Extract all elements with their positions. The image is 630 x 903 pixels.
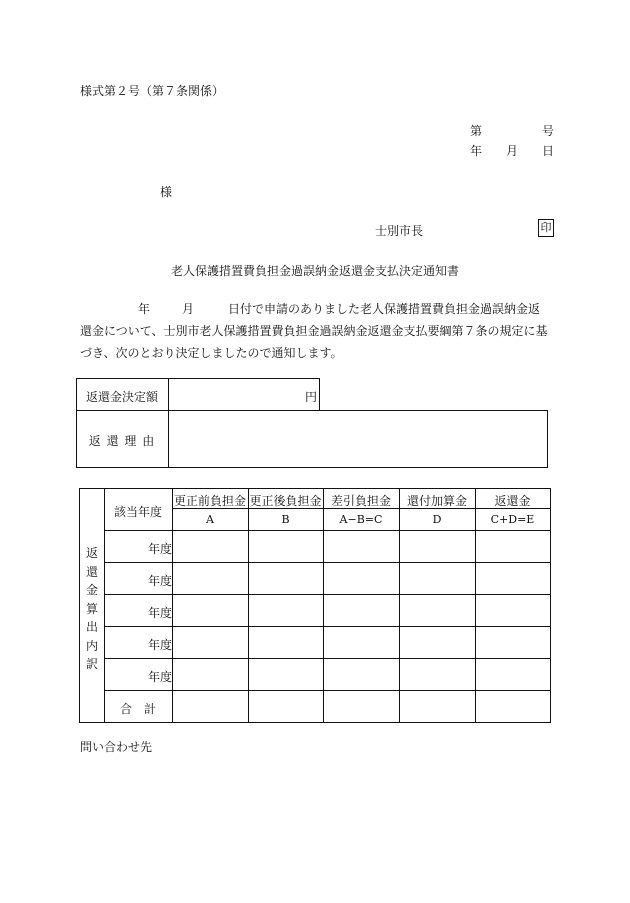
document-title: 老人保護措置費負担金過誤納金返還金支払決定通知書 [170, 264, 459, 278]
column-header-code: D [432, 513, 442, 526]
year-header: 該当年度 [113, 505, 162, 519]
body-year-label: 年 [138, 302, 151, 316]
calc-side-label: 返 還 金 算 出 内 訳 [85, 546, 98, 671]
document-number-suffix: 号 [542, 124, 555, 138]
column-header-name: 返還金 [494, 494, 531, 508]
date-month-label: 月 [506, 144, 519, 158]
year-row-label: 年度 [148, 670, 173, 684]
seal-box: 印 [538, 219, 554, 237]
decision-amount-label: 返還金決定額 [85, 390, 158, 404]
year-row-label: 年度 [148, 574, 173, 588]
return-reason-label: 返 還 理 由 [88, 434, 156, 448]
column-header-name: 還付加算金 [406, 494, 467, 508]
column-header-code: B [281, 513, 290, 526]
body-paragraph [80, 298, 552, 364]
column-header-name: 差引負担金 [330, 494, 391, 508]
column-header-code: A [206, 513, 214, 526]
column-header-code: C+D=E [490, 513, 535, 526]
form-number: 様式第２号（第７条関係） [80, 84, 225, 98]
year-row-label: 年度 [148, 542, 173, 556]
recipient-honorific: 様 [160, 185, 173, 199]
year-row-label: 年度 [148, 606, 173, 620]
decision-amount-field[interactable] [170, 380, 300, 409]
year-row-label: 年度 [148, 638, 173, 652]
body-month-label: 月 [182, 302, 195, 316]
total-row-label: 合 計 [119, 702, 156, 716]
return-reason-field[interactable] [170, 412, 546, 466]
column-header-name: 更正後負担金 [249, 494, 322, 508]
column-header-code: A−B=C [339, 513, 383, 526]
date-year-label: 年 [470, 144, 483, 158]
body-text-rest: 日付で申請のありました老人保護措置費負担金過誤納金返還金について、士別市老人保護措置費負担金過誤納金返還金支払要綱第７条の規定に基づき、次のとおり決定しましたので通知します。 [80, 302, 548, 360]
inquiry-label: 問い合わせ先 [80, 740, 153, 754]
decision-amount-unit: 円 [305, 390, 318, 404]
document-number-prefix: 第 [470, 124, 483, 138]
column-header-name: 更正前負担金 [173, 494, 246, 508]
issuer-name: 士別市長 [375, 224, 424, 238]
date-day-label: 日 [542, 144, 555, 158]
